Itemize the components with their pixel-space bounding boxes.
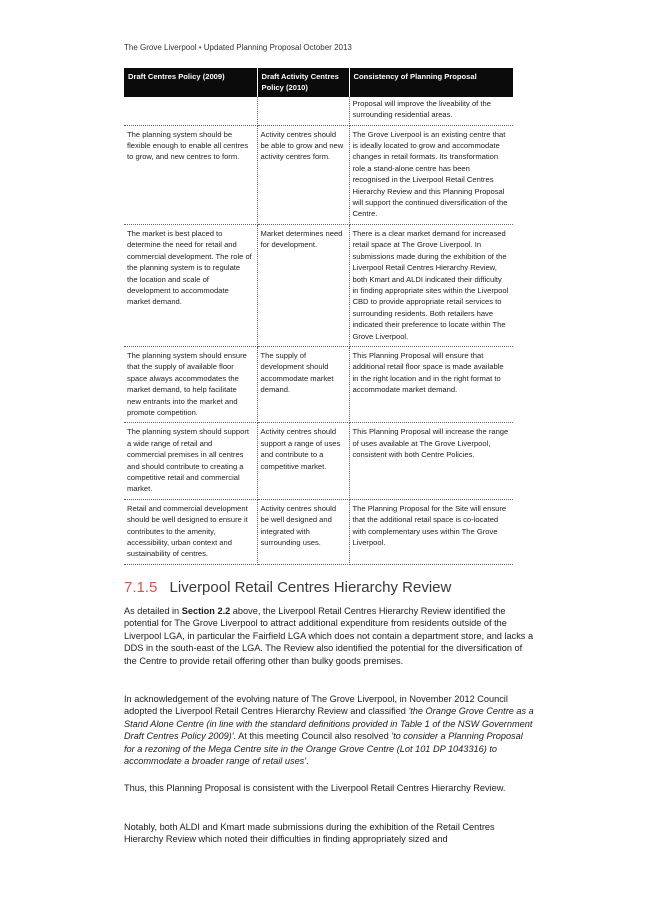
paragraph-text: above, the Liverpool Retail Centres Hierarchy Review identified the potential for The Grove Liverpool to attract additional expenditure from residents outside of the Liverpool LGA, in particular the Fairfield LGA which does not contain a department store, and lacks a DDS in the south-east of the LGA. The Review also identified the potential for the diversification of the Centre to provide retail offering other than bulky goods premises. (124, 606, 534, 666)
quoted-resolution: 'to consider a Planning Proposal for a rezoning of the Mega Centre site in the Orange Grove Centre (Lot 101 DP 1043316) to accommodate a broader range of retail uses' (124, 731, 523, 767)
table-row (124, 423, 513, 499)
table-cell: There is a clear market demand for increased retail space at The Grove Liverpool. In submissions made during the exhibition of the Liverpool Retail Centres Hierarchy Review, both Kmart and ALDI indicated their difficulty in finding appropriate sites within the Liverpool CBD to provide appropriate retail services to surrounding residents. Both retailers have indicated their preference to locate within The Grove Liverpool. (349, 224, 513, 346)
table-cell: Activity centres should be able to grow and new activity centres form. (257, 125, 349, 224)
header-doc-subtitle: Updated Planning Proposal October 2013 (203, 43, 352, 52)
header-separator: • (198, 43, 202, 52)
table-cell: Proposal will improve the liveability of the surrounding residential areas. (349, 97, 513, 125)
table-cell: The planning system should be flexible enough to enable all centres to grow, and new centres to form. (124, 125, 257, 224)
table-row (124, 346, 513, 422)
paragraph-text: . (306, 756, 309, 767)
table-cell (257, 97, 349, 125)
column-header: Draft Activity Centres Policy (2010) (257, 68, 349, 97)
section-number: 7.1.5 (124, 579, 158, 596)
paragraph-text: As detailed in (124, 606, 182, 616)
body-paragraph: Thus, this Planning Proposal is consistent with the Liverpool Retail Centres Hierarchy Review. (124, 783, 506, 793)
body-paragraph (124, 605, 534, 667)
table-cell: The planning system should ensure that the supply of available floor space always accommodates the market demand, to help facilitate new entrants into the market and promote competition. (124, 346, 257, 422)
table-cell: This Planning Proposal will ensure that additional retail floor space is made available in the right location and in the right format to accommodate market demand. (349, 346, 513, 422)
table-row (124, 125, 513, 224)
header-doc-title: The Grove Liverpool (124, 43, 197, 52)
table-cell (124, 97, 257, 125)
section-title: Liverpool Retail Centres Hierarchy Review (169, 579, 452, 596)
table-row (124, 97, 513, 125)
table-cell: Activity centres should support a range of uses and contribute to a competitive market. (257, 423, 349, 499)
table-row (124, 499, 513, 564)
table-header-row (124, 68, 513, 97)
section-heading (124, 579, 451, 596)
quoted-classification: 'the Orange Grove Centre as a Stand Alone Centre (in line with the standard definitions provided in Table 1 of the NSW Government Draft Centres Policy 2009)' (124, 706, 534, 742)
table-cell: Market determines need for development. (257, 224, 349, 346)
policy-consistency-table (124, 68, 513, 565)
table-cell: The supply of development should accommodate market demand. (257, 346, 349, 422)
paragraph-text: . At this meeting Council also resolved (233, 731, 392, 742)
table-row (124, 224, 513, 346)
body-paragraph (124, 693, 534, 767)
column-header: Consistency of Planning Proposal (349, 68, 513, 97)
running-header (124, 43, 352, 52)
table-cell: Activity centres should be well designed and integrated with surrounding uses. (257, 499, 349, 564)
table-cell: The market is best placed to determine the need for retail and commercial development. The role of the planning system is to regulate the location and scale of development to accommodate market demand. (124, 224, 257, 346)
table-cell: Retail and commercial development should be well designed to ensure it contributes to the amenity, accessibility, urban context and sustainability of centres. (124, 499, 257, 564)
table-cell: The Grove Liverpool is an existing centre that is ideally located to grow and accommodate changes in retail formats. Its transformation role a stand-alone centre has been recognised in the Liverpool Retail Centres Hierarchy Review and this Planning Proposal will support the continued diversification of the Centre. (349, 125, 513, 224)
column-header: Draft Centres Policy (2009) (124, 68, 257, 97)
section-reference: Section 2.2 (181, 606, 231, 616)
table-cell: The planning system should support a wide range of retail and commercial premises in all centres and should contribute to creating a competitive retail and commercial market. (124, 423, 257, 499)
paragraph-text: In acknowledgement of the evolving nature of The Grove Liverpool, in November 2012 Council adopted the Liverpool Retail Centres Hierarchy Review and classified (124, 694, 508, 717)
table-cell: This Planning Proposal will increase the range of uses available at The Grove Liverpool, consistent with both Centre Policies. (349, 423, 513, 499)
body-paragraph: Notably, both ALDI and Kmart made submissions during the exhibition of the Retail Centres Hierarchy Review which noted their difficulties in finding appropriately sized and (124, 822, 495, 845)
table-cell: The Planning Proposal for the Site will ensure that the additional retail space is co-located with complementary uses within The Grove Liverpool. (349, 499, 513, 564)
